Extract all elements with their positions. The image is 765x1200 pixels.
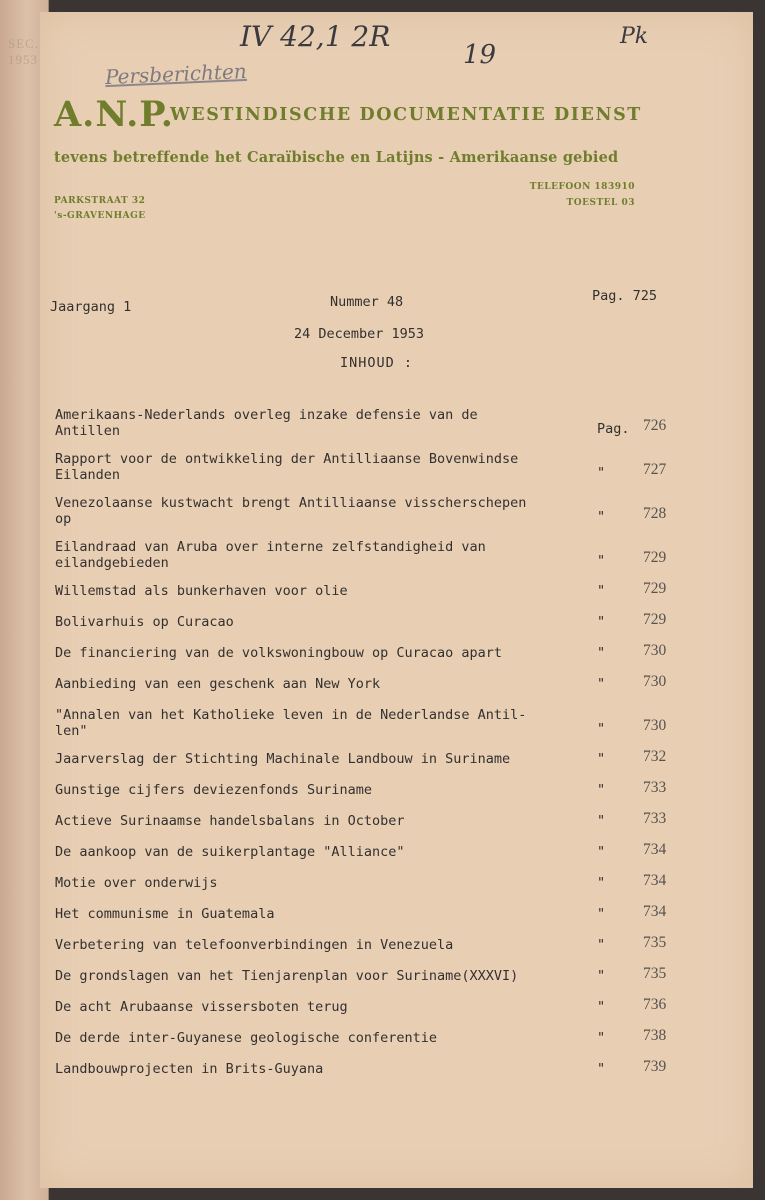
toc-title: Landbouwprojecten in Brits-Guyana — [55, 1061, 324, 1077]
letterhead-address-street: PARKSTRAAT 32 — [54, 196, 146, 206]
toc-item — [55, 707, 695, 751]
toc-item — [55, 965, 695, 999]
toc-item — [55, 539, 695, 583]
toc-ref: " — [597, 875, 606, 891]
toc-title: Eilandraad van Aruba over interne zelfstandigheid van eilandgebieden — [55, 539, 486, 571]
toc-ref: " — [597, 937, 606, 953]
toc-item — [55, 748, 695, 782]
toc-page-number: 735 — [643, 934, 667, 951]
toc-title: De derde inter-Guyanese geologische conferentie — [55, 1030, 438, 1046]
toc-item — [55, 872, 695, 906]
toc-page-number: 733 — [643, 779, 667, 796]
toc-page-number: 732 — [643, 748, 667, 765]
jaargang-label: Jaargang 1 — [50, 299, 132, 315]
toc-title: De acht Arubaanse vissersboten terug — [55, 999, 348, 1015]
toc-item — [55, 779, 695, 813]
toc-item — [55, 903, 695, 937]
toc-item — [55, 841, 695, 875]
toc-ref: " — [597, 813, 606, 829]
toc-title: Verbetering van telefoonverbindingen in Venezuela — [55, 937, 454, 953]
letterhead-subtitle: tevens betreffende het Caraïbische en Latijns - Amerikaanse gebied — [54, 149, 619, 166]
toc-ref: " — [597, 999, 606, 1015]
toc-ref: Pag. — [597, 421, 630, 437]
toc-item — [55, 673, 695, 707]
contents-heading: INHOUD : — [340, 355, 414, 371]
toc-page-number: 729 — [643, 611, 667, 628]
toc-ref: " — [597, 1030, 606, 1046]
toc-title: De financiering van de volkswoningbouw op Curacao apart — [55, 645, 503, 661]
toc-page-number: 729 — [643, 549, 667, 566]
letterhead-abbreviation: A.N.P. — [54, 94, 174, 135]
letterhead-address-city: 's-GRAVENHAGE — [54, 211, 146, 221]
toc-ref: " — [597, 553, 606, 569]
letterhead-phone: TELEFOON 183910 — [529, 182, 635, 192]
toc-ref: " — [597, 782, 606, 798]
toc-page-number: 727 — [643, 461, 667, 478]
letterhead-title: WESTINDISCHE DOCUMENTATIE DIENST — [170, 105, 642, 125]
toc-item — [55, 996, 695, 1030]
issue-date: 24 December 1953 — [294, 326, 425, 342]
toc-title: Het communisme in Guatemala — [55, 906, 275, 922]
page-reference: Pag. 725 — [592, 288, 658, 304]
toc-item — [55, 407, 695, 451]
toc-page-number: 734 — [643, 903, 667, 920]
toc-title: Venezolaanse kustwacht brengt Antilliaanse visscherschepen op — [55, 495, 527, 527]
toc-page-number: 726 — [643, 417, 667, 434]
toc-ref: " — [597, 676, 606, 692]
toc-title: "Annalen van het Katholieke leven in de Nederlandse Antil- len" — [55, 707, 527, 739]
toc-title: Aanbieding van een geschenk aan New York — [55, 676, 381, 692]
toc-page-number: 734 — [643, 841, 667, 858]
toc-item — [55, 810, 695, 844]
toc-page-number: 730 — [643, 673, 667, 690]
toc-page-number: 738 — [643, 1027, 667, 1044]
toc-ref: " — [597, 844, 606, 860]
letterhead-extension: TOESTEL 03 — [566, 198, 635, 208]
issue-number: Nummer 48 — [330, 294, 404, 310]
toc-title: Rapport voor de ontwikkeling der Antilliaanse Bovenwindse Eilanden — [55, 451, 519, 483]
toc-page-number: 728 — [643, 505, 667, 522]
toc-item — [55, 934, 695, 968]
toc-title: De aankoop van de suikerplantage "Alliance" — [55, 844, 405, 860]
toc-item — [55, 1058, 695, 1092]
handwritten-archive-mark: IV 42,1 2R — [240, 20, 391, 53]
toc-title: De grondslagen van het Tienjarenplan voor Suriname(XXXVI) — [55, 968, 519, 984]
toc-title: Bolivarhuis op Curacao — [55, 614, 234, 630]
toc-title: Willemstad als bunkerhaven voor olie — [55, 583, 348, 599]
pencil-note: Persberichten — [104, 58, 248, 90]
table-of-contents — [55, 407, 695, 1092]
toc-ref: " — [597, 583, 606, 599]
toc-item — [55, 642, 695, 676]
left-sheet-mark: SEC. 1953 — [8, 36, 40, 67]
toc-ref: " — [597, 509, 606, 525]
toc-item — [55, 451, 695, 495]
toc-item — [55, 580, 695, 614]
toc-item — [55, 495, 695, 539]
toc-title: Gunstige cijfers deviezenfonds Suriname — [55, 782, 372, 798]
toc-page-number: 734 — [643, 872, 667, 889]
toc-ref: " — [597, 721, 606, 737]
toc-ref: " — [597, 1061, 606, 1077]
toc-page-number: 733 — [643, 810, 667, 827]
toc-title: Motie over onderwijs — [55, 875, 218, 891]
toc-item — [55, 1027, 695, 1061]
toc-ref: " — [597, 465, 606, 481]
toc-title: Amerikaans-Nederlands overleg inzake defensie van de Antillen — [55, 407, 478, 439]
toc-page-number: 730 — [643, 717, 667, 734]
toc-page-number: 730 — [643, 642, 667, 659]
toc-ref: " — [597, 968, 606, 984]
handwritten-initials: Pk — [620, 24, 649, 49]
toc-ref: " — [597, 614, 606, 630]
toc-title: Actieve Surinaamse handelsbalans in October — [55, 813, 405, 829]
toc-ref: " — [597, 906, 606, 922]
toc-ref: " — [597, 751, 606, 767]
toc-item — [55, 611, 695, 645]
toc-page-number: 739 — [643, 1058, 667, 1075]
document-page — [40, 12, 753, 1188]
toc-title: Jaarverslag der Stichting Machinale Landbouw in Suriname — [55, 751, 511, 767]
toc-ref: " — [597, 645, 606, 661]
toc-page-number: 735 — [643, 965, 667, 982]
toc-page-number: 729 — [643, 580, 667, 597]
toc-page-number: 736 — [643, 996, 667, 1013]
handwritten-folio-mark: 19 — [463, 40, 497, 70]
